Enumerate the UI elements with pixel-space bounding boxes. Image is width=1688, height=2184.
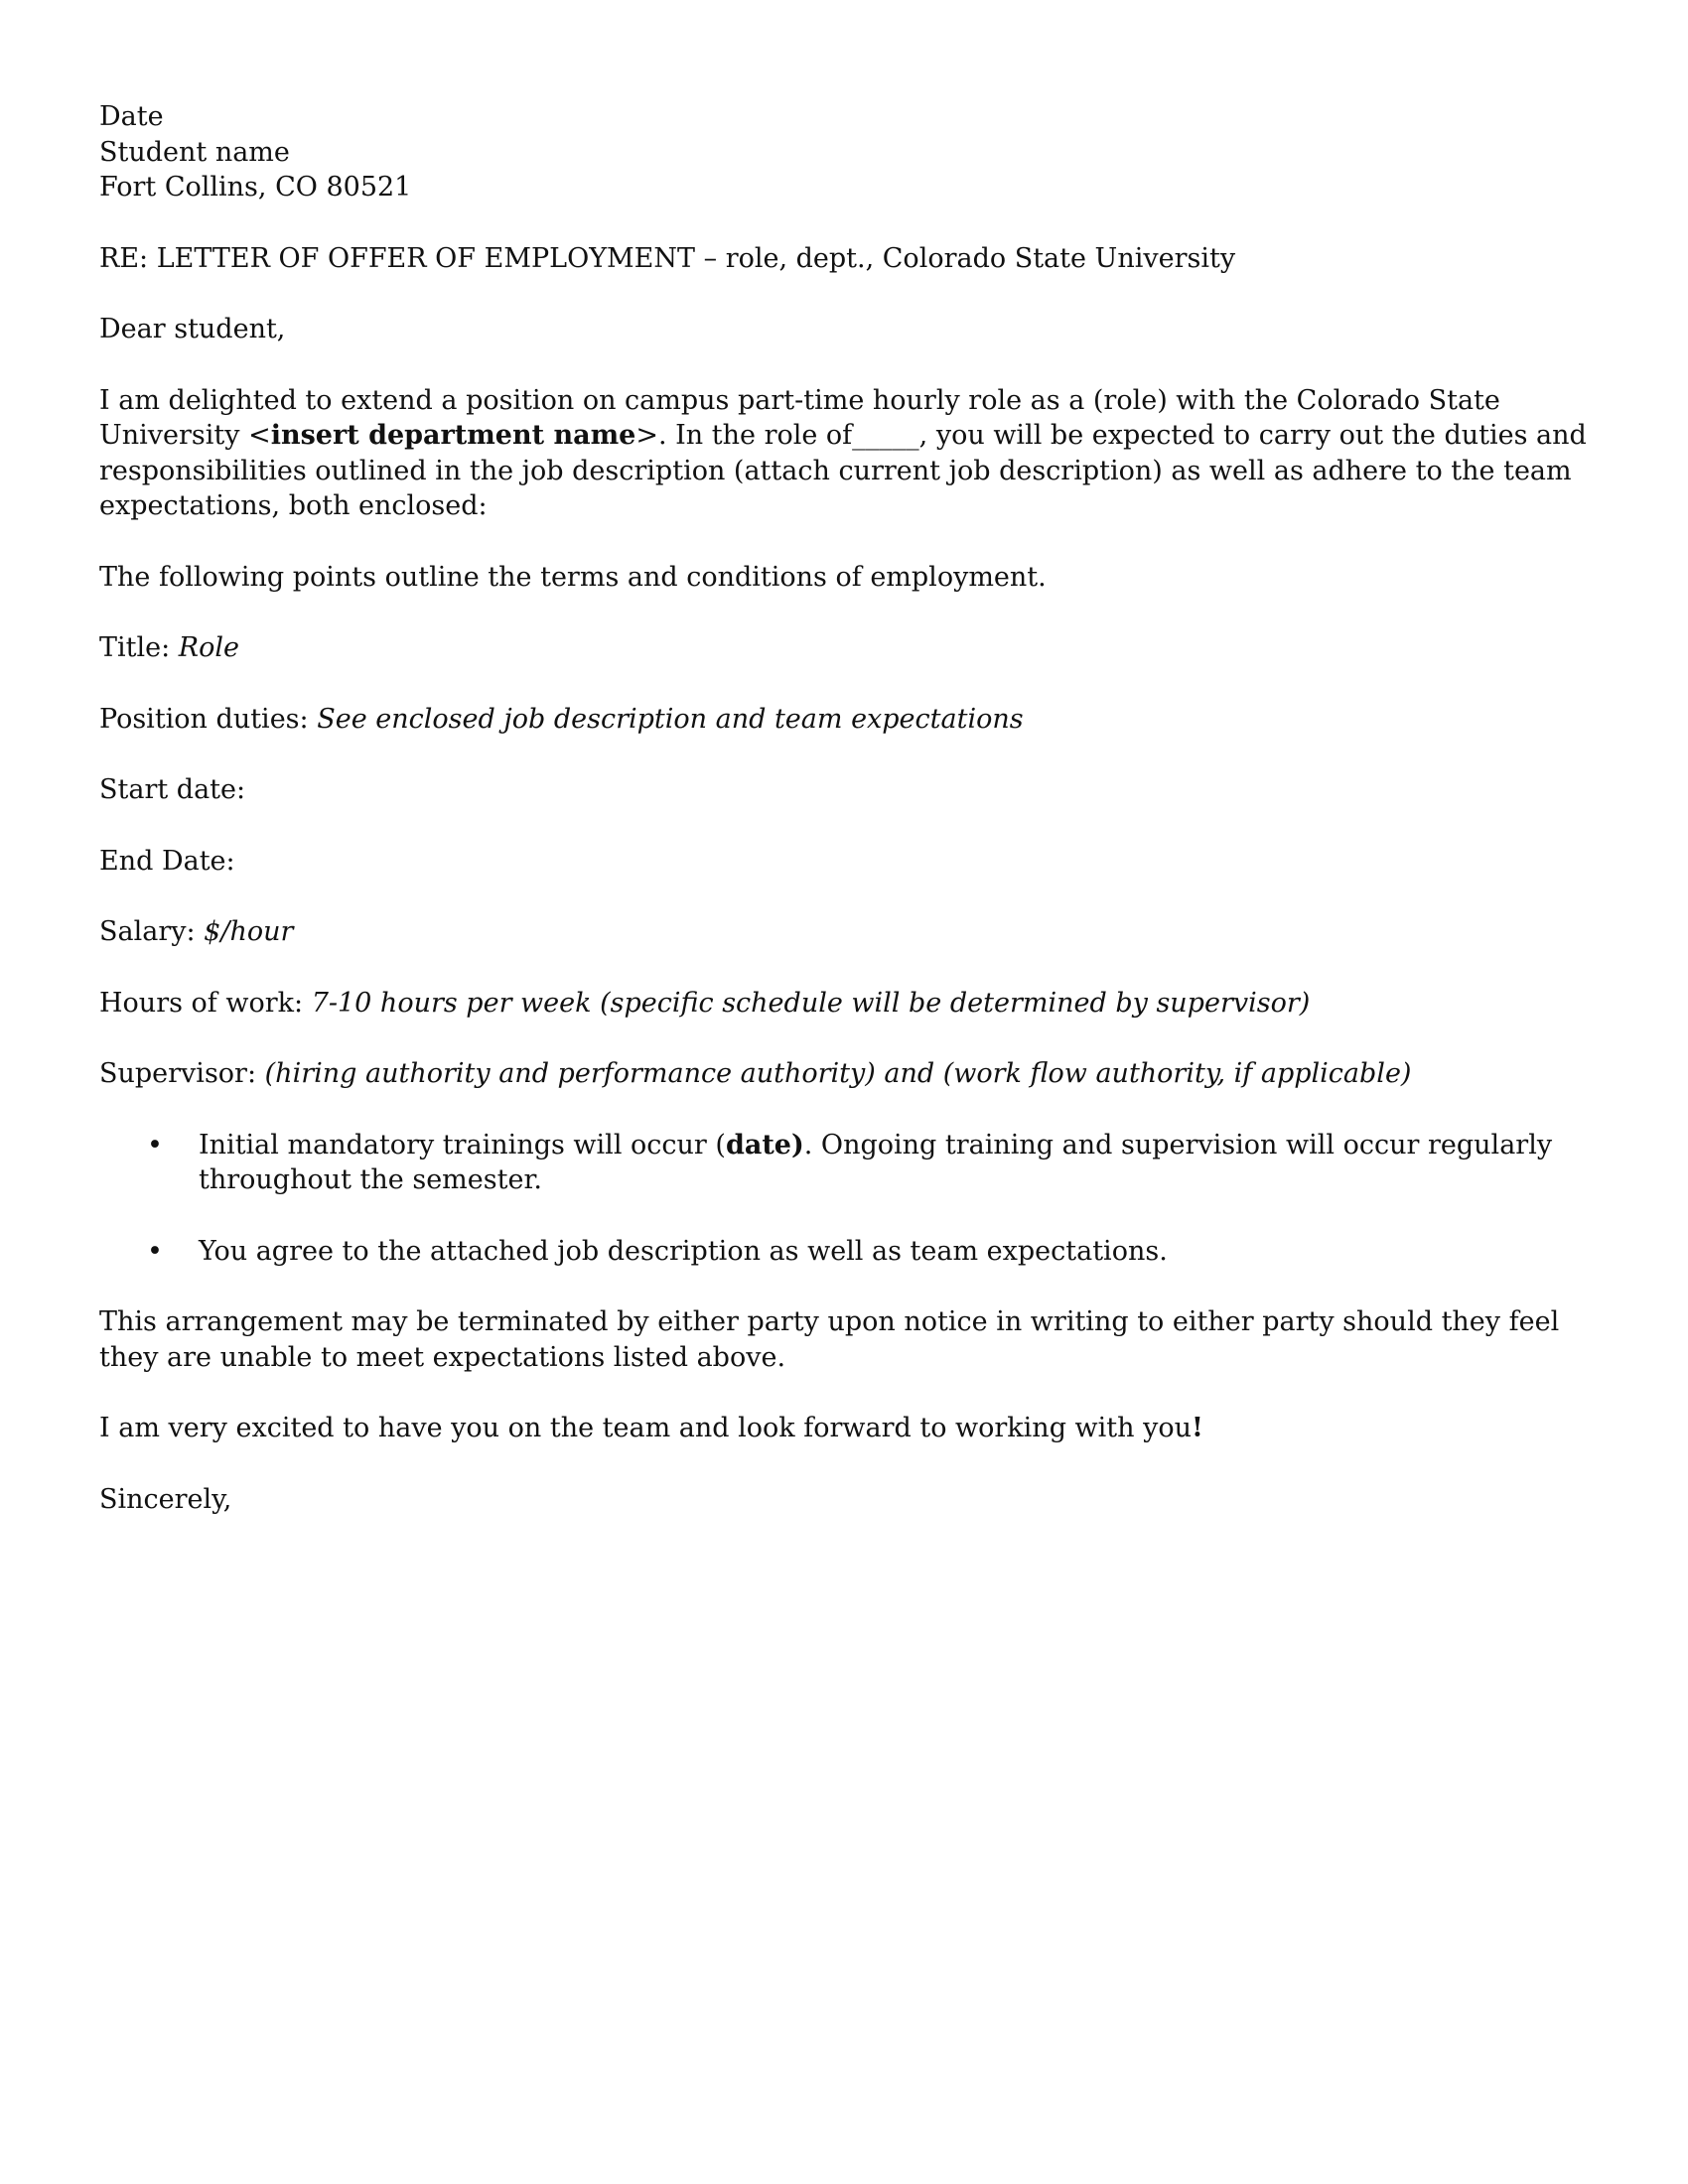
- term-supervisor-label: Supervisor:: [99, 1058, 265, 1089]
- term-duties: [99, 702, 1589, 738]
- training-text-start: Initial mandatory trainings will occur (: [199, 1129, 726, 1160]
- address-block: [99, 99, 1589, 205]
- bullet-icon: •: [147, 1129, 163, 1160]
- terms-intro: The following points outline the terms and conditions of employment.: [99, 561, 1047, 593]
- term-duties-label: Position duties:: [99, 703, 318, 735]
- training-date-placeholder: date): [725, 1129, 804, 1160]
- term-title-label: Title:: [99, 632, 179, 663]
- intro-text-end: >. In the role of_____, you will be expected to carry out the duties and responsibilities outlined in the job description (attach current job description) as well as adhere to the team expectations, both enclosed:: [99, 420, 1587, 521]
- bullet-icon: •: [147, 1235, 163, 1267]
- term-salary: [99, 914, 1589, 950]
- term-duties-value: See enclosed job description and team expectations: [317, 703, 1024, 735]
- termination-paragraph: This arrangement may be terminated by either party upon notice in writing to either party should they feel they are unable to meet expectations listed above.: [99, 1306, 1560, 1373]
- term-end-date: End Date:: [99, 845, 235, 877]
- student-name-line: Student name: [99, 136, 290, 168]
- list-item: [99, 1128, 1589, 1198]
- department-placeholder: insert department name: [270, 420, 636, 451]
- subject-line: RE: LETTER OF OFFER OF EMPLOYMENT – role, dept., Colorado State University: [99, 242, 1236, 274]
- term-hours-value: 7-10 hours per week (specific schedule will be determined by supervisor): [311, 987, 1311, 1019]
- conditions-list: [99, 1128, 1589, 1270]
- intro-text-start: I am delighted to extend a position on campus part-time hourly role as a (role) with the Colorado State University <: [99, 384, 1500, 451]
- training-text-end: . Ongoing training and supervision will occur regularly throughout the semester.: [199, 1129, 1553, 1195]
- term-salary-label: Salary:: [99, 916, 205, 947]
- term-title-value: Role: [178, 632, 239, 663]
- term-title: [99, 630, 1589, 666]
- closing-exclamation: !: [1192, 1413, 1203, 1443]
- date-line: Date: [99, 101, 164, 132]
- term-supervisor-value: (hiring authority and performance authority) and (work flow authority, if applicable): [264, 1058, 1412, 1089]
- term-hours-label: Hours of work:: [99, 987, 312, 1019]
- term-supervisor: [99, 1056, 1589, 1092]
- term-salary-value: $/hour: [204, 916, 294, 947]
- agreement-text: You agree to the attached job description as well as team expectations.: [199, 1235, 1168, 1267]
- closing-paragraph: [99, 1411, 1589, 1446]
- salutation: Dear student,: [99, 314, 286, 344]
- term-start-date: Start date:: [99, 774, 246, 805]
- offer-letter: [99, 99, 1589, 1553]
- closing-text: I am very excited to have you on the team and look forward to working with you: [99, 1413, 1193, 1443]
- signoff: Sincerely,: [99, 1483, 232, 1515]
- list-item: [99, 1234, 1589, 1270]
- term-hours: [99, 986, 1589, 1022]
- intro-paragraph: [99, 383, 1589, 524]
- city-line: Fort Collins, CO 80521: [99, 172, 412, 203]
